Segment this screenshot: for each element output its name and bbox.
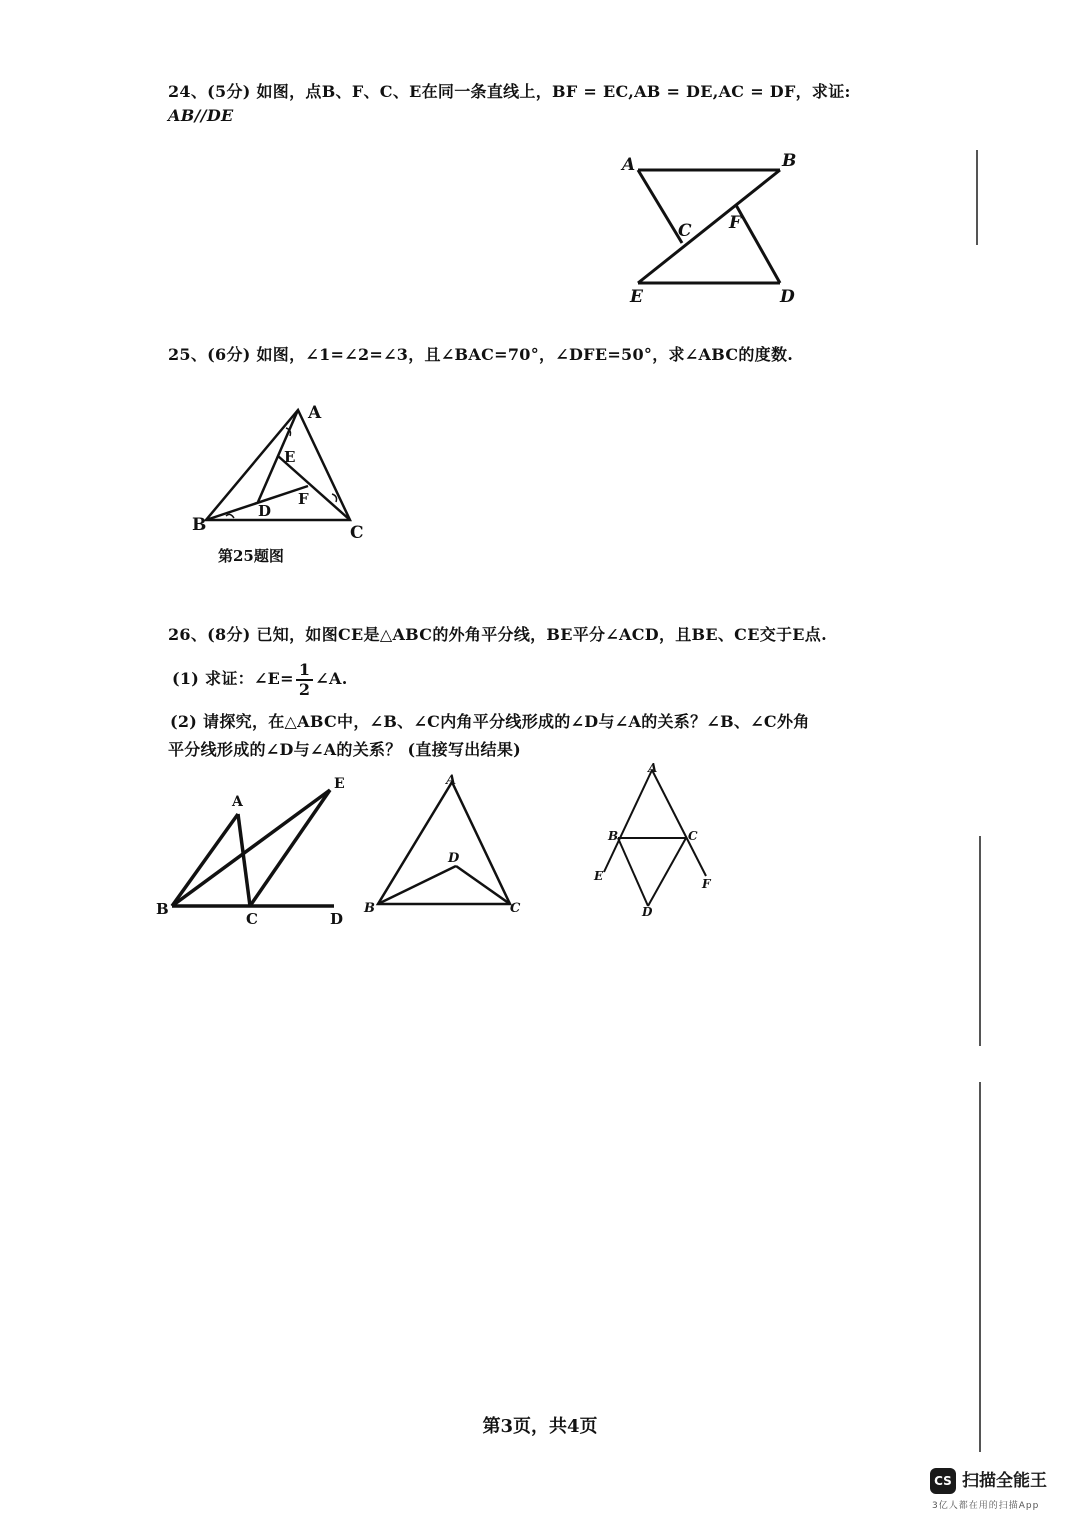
segment-ab-ext	[604, 770, 652, 872]
label-b: B	[192, 515, 207, 535]
angle-mark-3	[332, 494, 337, 502]
label-b: B	[782, 151, 797, 171]
segment-ce	[250, 790, 330, 906]
q24-figure	[600, 140, 820, 310]
fraction-numerator: 1	[296, 661, 313, 681]
q24-conclusion: AB//DE	[168, 106, 234, 125]
angle-mark-1	[226, 514, 234, 518]
camscanner-watermark	[930, 1466, 1060, 1516]
label-e: E	[594, 869, 604, 883]
segment-ac-ext	[652, 770, 706, 876]
q26-figure-1	[150, 770, 360, 930]
q26-part2-line1: (2) 请探究，在△ABC中，∠B、∠C内角平分线形成的∠D与∠A的关系？∠B、∠C外角	[170, 712, 810, 731]
segment-ac	[238, 814, 250, 906]
q26-text: 26、(8分) 已知，如图CE是△ABC的外角平分线，BE平分∠ACD，且BE、CE交于E点.	[168, 625, 827, 644]
label-e: E	[284, 448, 296, 466]
q25-figure	[190, 398, 380, 548]
segment-ba	[172, 814, 238, 906]
q26-part2-line2: 平分线形成的∠D与∠A的关系？ (直接写出结果)	[168, 740, 522, 759]
label-c: C	[678, 221, 692, 241]
label-b: B	[364, 901, 375, 916]
q24-text: 24、(5分) 如图，点B、F、C、E在同一条直线上，BF = EC,AB = DE,AC = DF，求证:	[168, 82, 851, 101]
q26-figure-3	[590, 760, 730, 920]
cs-logo-icon: CS	[930, 1468, 956, 1494]
segment-eb	[638, 170, 780, 283]
q25-text: 25、(6分) 如图，∠1=∠2=∠3，且∠BAC=70°，∠DFE=50°，求∠ABC的度数.	[168, 345, 794, 364]
label-b: B	[608, 829, 619, 843]
segment-fd	[736, 205, 780, 283]
label-a: A	[446, 773, 457, 788]
label-f: F	[298, 490, 309, 508]
label-a: A	[232, 794, 243, 810]
q26-part1	[172, 659, 348, 699]
label-d: D	[448, 851, 460, 866]
q26-part1-suffix: ∠A.	[315, 669, 348, 688]
segment-cd	[648, 838, 686, 906]
label-e: E	[334, 776, 345, 792]
label-a: A	[622, 155, 636, 175]
scan-edge-line-3	[979, 1082, 981, 1452]
segment-ac	[638, 170, 682, 243]
label-a: A	[308, 403, 322, 423]
fraction-one-half	[296, 661, 313, 699]
label-d: D	[780, 287, 795, 307]
label-e: E	[630, 287, 643, 307]
label-c: C	[688, 829, 698, 843]
label-d: D	[330, 910, 344, 928]
q25-caption: 第25题图	[218, 547, 284, 565]
label-b: B	[156, 900, 169, 918]
label-c: C	[246, 910, 258, 928]
label-d: D	[642, 905, 653, 919]
triangle-abc	[206, 410, 350, 520]
scan-edge-line-2	[979, 836, 981, 1046]
label-a: A	[648, 761, 658, 775]
label-c: C	[510, 901, 521, 916]
segment-be	[172, 790, 330, 906]
segment-bd	[618, 838, 648, 906]
label-d: D	[258, 502, 272, 520]
q26-part1-prefix: (1) 求证：∠E=	[172, 669, 294, 688]
watermark-name: 扫描全能王	[962, 1471, 1047, 1491]
fraction-denominator: 2	[298, 679, 311, 699]
page-footer: 第3页，共4页	[482, 1416, 598, 1437]
label-c: C	[350, 523, 364, 543]
triangle-abc	[378, 782, 510, 904]
scan-edge-line-1	[976, 150, 978, 245]
q26-figure-2	[360, 770, 530, 920]
label-f: F	[702, 877, 711, 891]
label-f: F	[729, 213, 742, 233]
watermark-tagline: 3亿人都在用的扫描App	[932, 1501, 1040, 1511]
